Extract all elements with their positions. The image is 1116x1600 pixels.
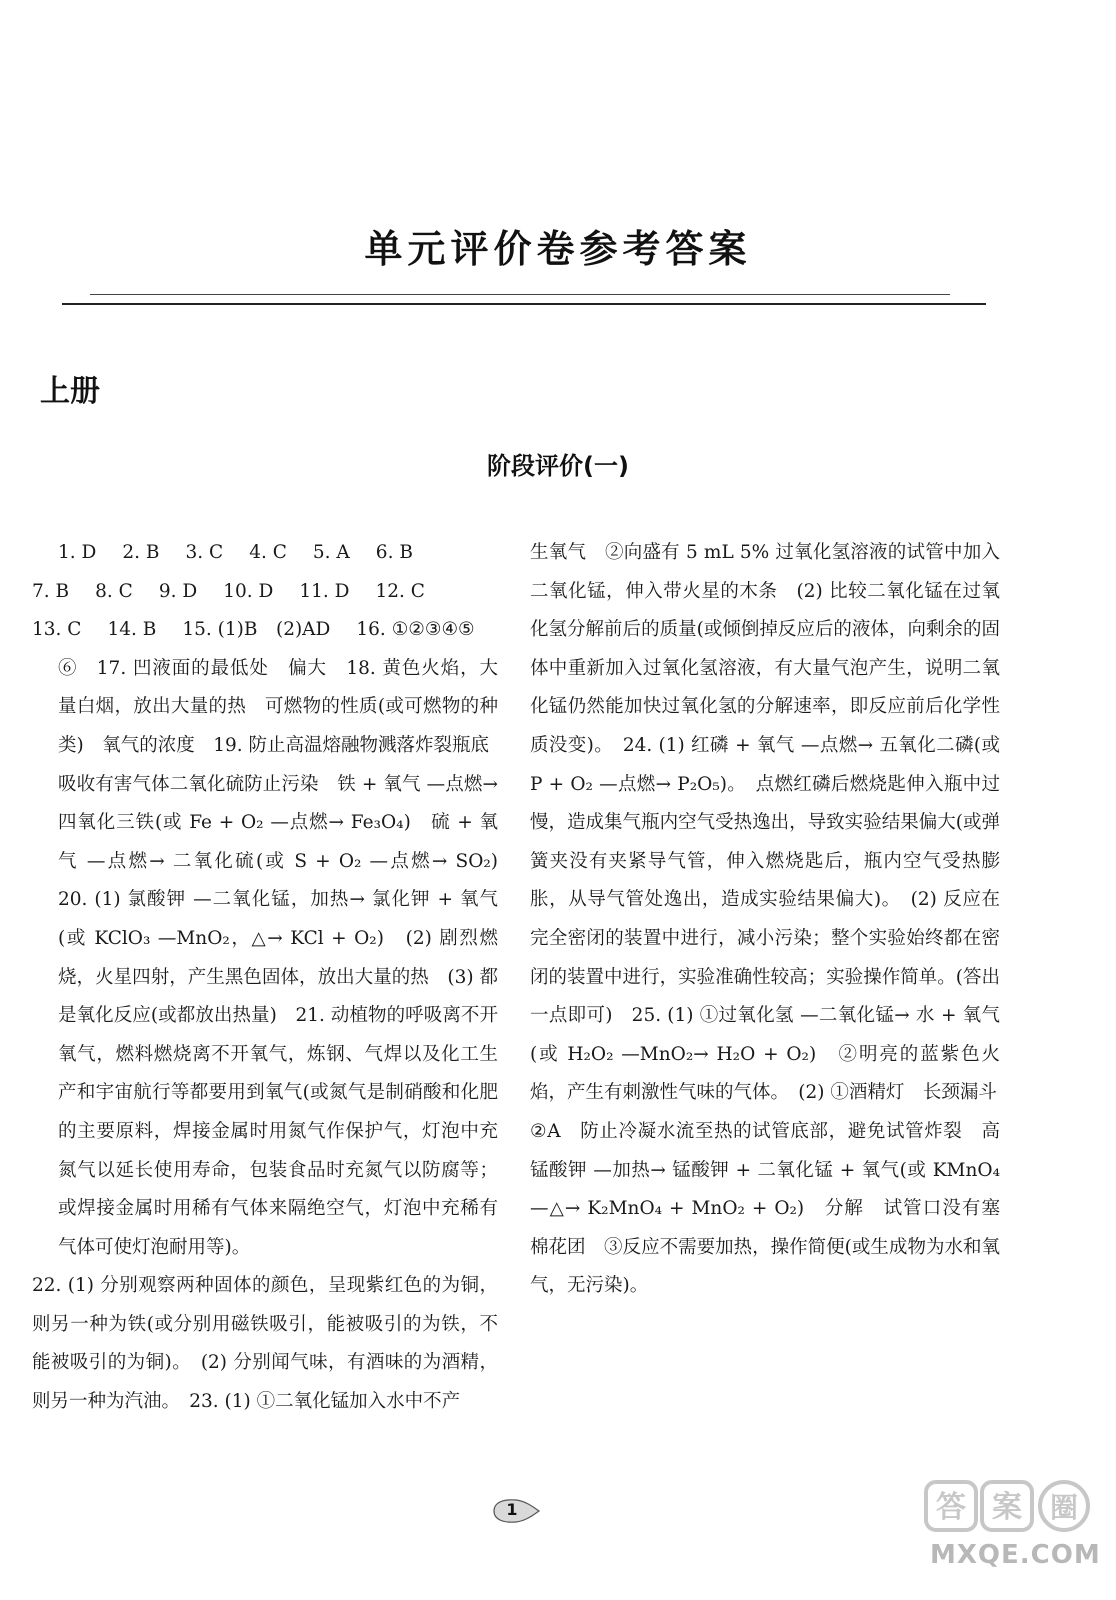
title-divider-thin — [90, 294, 950, 295]
answer-item: 12. C — [375, 580, 425, 602]
watermark-char: 案 — [992, 1490, 1022, 1525]
answer-item: 4. C — [249, 542, 287, 563]
answer-item: 2. B — [122, 542, 160, 563]
answer-item: 8. C — [95, 580, 133, 602]
answer-item: 5. A — [312, 542, 350, 563]
answer-item: 15. (1)B (2)AD — [182, 619, 331, 641]
answer-paragraph: 生氧气 ②向盛有 5 mL 5% 过氧化氢溶液的试管中加入二氧化锰，伸入带火星的木条 (2) 比较二氧化锰在过氧化氢分解前后的质量(或倾倒掉反应后的液体，向剩余的固体中重新加入过氧化氢溶液，有大量气泡产生，说明二氧化锰仍然能加快过氧化氢的分解速率，即反应前后化学性质没变)。 24. (1) 红磷 + 氧气 —点燃→ 五氧化二磷(或 P + O₂ —点燃→ P₂O₅)。 点燃红磷后燃烧匙伸入瓶中过慢，造成集气瓶内空气受热逸出，导致实验结果偏大(或弹簧夹没有夹紧导气管，伸入燃烧匙后，瓶内空气受热膨胀，从导气管处逸出，造成实验结果偏大)。 (2) 反应在完全密闭的装置中进行，减小污染；整个实验始终都在密闭的装置中进行，实验准确性较高；实验操作简单。(答出一点即可) 25. (1) ①过氧化氢 —二氧化锰→ 水 + 氧气(或 H₂O₂ —MnO₂→ H₂O + O₂) ②明亮的蓝紫色火焰，产生有刺激性气味的气体。 (2) ①酒精灯 长颈漏斗 — [530, 542, 1000, 1104]
answer-paragraph: 22. (1) 分别观察两种固体的颜色，呈现紫红色的为铜，则另一种为铁(或分别用磁铁吸引，能被吸引的为铁，不能被吸引的为铜)。 (2) 分别闻气味，有酒味的为酒精，则另一种为汽油。 23. (1) ①二氧化锰加入水中不产 — [32, 1275, 498, 1413]
watermark-url: MXQE.COM — [930, 1540, 1101, 1570]
answer-item: 13. C — [32, 619, 82, 641]
answer-item: 14. B — [107, 619, 157, 641]
answer-item: 11. D — [299, 580, 350, 602]
answer-column-right — [530, 534, 1000, 1306]
title-divider-thick — [62, 303, 986, 305]
volume-heading: 上册 — [40, 374, 100, 409]
answer-row — [32, 573, 498, 612]
answer-row — [32, 534, 498, 573]
answer-item: 3. C — [185, 542, 224, 563]
watermark-logo — [924, 1478, 1092, 1534]
answer-item: 16. ①②③④⑤ — [356, 619, 475, 641]
answer-column-left — [32, 534, 517, 1422]
answer-item: 6. B — [375, 542, 413, 563]
answer-item: 10. D — [223, 580, 274, 602]
page-title: 单元评价卷参考答案 — [364, 227, 752, 271]
page-number: 1 — [506, 1500, 518, 1519]
answer-paragraph: ⑥ 17. 凹液面的最低处 偏大 18. 黄色火焰，大量白烟，放出大量的热 可燃物的性质(或可燃物的种类) 氧气的浓度 19. 防止高温熔融物溅落炸裂瓶底 — [58, 657, 498, 756]
answer-item: 9. D — [158, 580, 198, 602]
watermark-char: 答 — [936, 1490, 966, 1525]
answer-row — [32, 611, 498, 650]
answer-item: 7. B — [32, 580, 70, 602]
section-heading: 阶段评价(一) — [487, 452, 629, 480]
answer-paragraph: 吸收有害气体二氧化硫防止污染 铁 + 氧气 —点燃→ 四氧化三铁(或 Fe + O₂ —点燃→ Fe₃O₄) 硫 + 氧气 —点燃→ 二氧化硫(或 S + O₂ —点燃→ SO₂) 20. (1) 氯酸钾 —二氧化锰，加热→ 氯化钾 + 氧气(或 KClO₃ —MnO₂，△→ KCl + O₂) (2) 剧烈燃烧，火星四射，产生黑色固体，放出大量的热 (3) 都是氧化反应(或都放出热量) 21. 动植物的呼吸离不开氧气，燃料燃烧离不开氧气，炼钢、气焊以及化工生产和宇宙航行等都要用到氧气(或氮气是制硝酸和化肥的主要原料，焊接金属时用氮气作保护气，灯泡中充氮气以延长使用寿命，包装食品时充氮气以防腐等；或焊接金属时用稀有气体来隔绝空气，灯泡中充稀有气体可使灯泡耐用等)。 — [58, 773, 517, 1258]
answer-item: 1. D — [58, 542, 97, 563]
watermark-char: 圈 — [1049, 1491, 1079, 1524]
answer-paragraph: ②A 防止冷凝水流至热的试管底部，避免试管炸裂 高锰酸钾 —加热→ 锰酸钾 + 二氧化锰 + 氧气(或 KMnO₄ —△→ K₂MnO₄ + MnO₂ + O₂) 分解 试管口没有塞棉花团 ③反应不需要加热，操作简便(或生成物为水和氧气，无污染)。 — [530, 1120, 1000, 1297]
page-number-badge — [492, 1497, 542, 1525]
